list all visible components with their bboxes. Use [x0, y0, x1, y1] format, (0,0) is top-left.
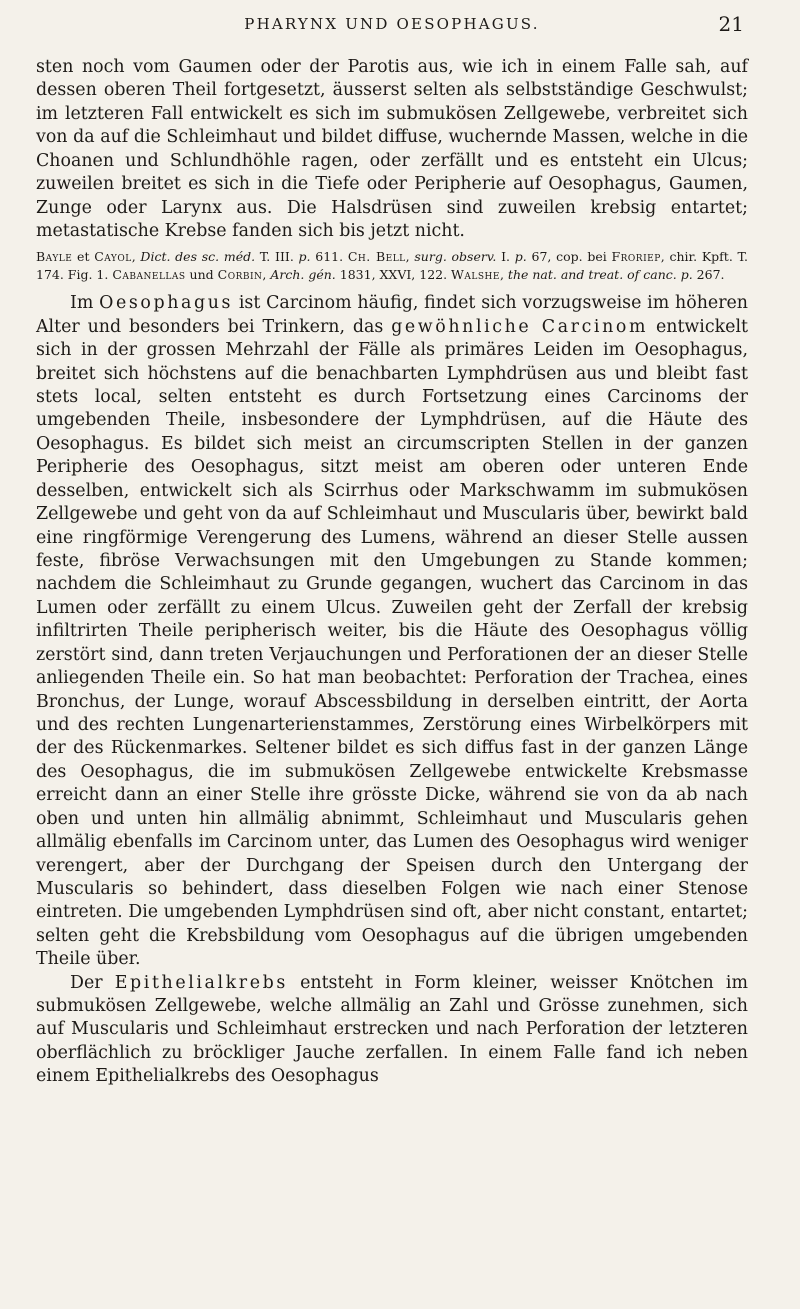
ref-author-froriep: Froriep — [611, 249, 661, 265]
ref-work-title: the nat. and treat. of canc. p. — [507, 267, 693, 283]
ref-page-abbrev: p. — [298, 249, 311, 265]
ref-author-bayle: Bayle — [36, 249, 73, 265]
body-text — [36, 56, 748, 1089]
ref-text: 1831, XXVI, 122. — [335, 267, 452, 283]
paragraph-epithelial-cancer — [36, 972, 748, 1089]
running-head-title: PHARYNX UND OESOPHAGUS. — [244, 15, 540, 33]
ref-text: , — [262, 267, 271, 283]
emphasized-term-oesophagus: Oesophagus — [99, 293, 234, 314]
ref-text: 611. — [310, 249, 348, 265]
ref-author-cabanellas: Cabanellas — [112, 267, 186, 283]
emphasized-term-epithelial-cancer: Epithelialkrebs — [114, 972, 288, 993]
ref-text: , — [405, 249, 415, 265]
ref-author-bell: Ch. Bell — [347, 249, 406, 265]
paragraph-text: Der — [70, 972, 115, 993]
ref-text: 67, cop. bei — [526, 249, 612, 265]
paragraph-text: entsteht in Form kleiner, weisser Knötchen im submukösen Zellgewebe, welche allmälig an Zahl und Grösse zunehmen, sich auf Muscularis und Schleimhaut erstrecken und nach Perforation der letzteren oberflächlich zu bröckliger Jauche zerfallen. In einem Falle fand ich neben einem Epithelialkrebs des Oesophagus — [36, 972, 748, 1087]
page-number: 21 — [718, 12, 744, 36]
paragraph-pharynx-carcinoma: sten noch vom Gaumen oder der Parotis aus, wie ich in einem Falle sah, auf dessen oberen Theil fortgesetzt, äusserst selten als selbstständige Geschwulst; im letzteren Fall entwickelt es sich im submukösen Zellgewebe, verbreitet sich von da auf die Schleimhaut und bildet diffuse, wuchernde Massen, welche in die Choanen und Schlundhöhle ragen, oder zerfällt und es entsteht ein Ulcus; zuweilen breitet es sich in die Tiefe oder Peripherie auf Oesophagus, Gaumen, Zunge oder Larynx aus. Die Halsdrüsen sind zuweilen krebsig entartet; metastatische Krebse fanden sich bis jetzt nicht. — [36, 57, 748, 241]
paragraph-text: Im — [70, 293, 100, 314]
emphasized-term-common-carcinoma: gewöhnliche Carcinom — [391, 316, 649, 337]
ref-author-corbin: Corbin — [217, 267, 263, 283]
ref-work-title: Dict. des sc. méd. — [140, 249, 256, 265]
running-header — [36, 9, 748, 39]
ref-text: , chir. Kpft. T. 174. Fig. 1. — [36, 249, 749, 283]
ref-author-cayol: Cayol — [94, 249, 132, 265]
ref-text: T. III. — [255, 249, 299, 265]
ref-page-abbrev: p. — [514, 249, 527, 265]
ref-text: et — [72, 249, 95, 265]
ref-text: 267. — [692, 267, 725, 283]
literature-references — [36, 248, 748, 284]
ref-text: , — [131, 249, 141, 265]
ref-work-title: Arch. gén. — [270, 267, 336, 283]
ref-text: I. — [496, 249, 515, 265]
book-page — [36, 0, 748, 1309]
paragraph-text: ist Carcinom häufig, findet sich vorzugsweise im höheren Alter und besonders bei Trinkern, das — [36, 293, 748, 337]
paragraph-text: entwickelt sich in der grossen Mehrzahl der Fälle als primäres Leiden im Oesophagus, breitet sich höchstens auf die benachbarten Lymphdrüsen aus und bleibt fast stets local, selten entsteht es durch Fortsetzung eines Carcinoms der umgebenden Theile, insbesondere der Lymphdrüsen, auf die Häute des Oesophagus. Es bildet sich meist an circumscripten Stellen in der ganzen Peripherie des Oesophagus, sitzt meist am oberen oder unteren Ende desselben, entwickelt sich als Scirrhus oder Markschwamm im submukösen Zellgewebe und geht von da auf Schleimhaut und Muscularis über, bewirkt bald eine ringförmige Verengerung des Lumens, während an dieser Stelle aussen feste, fibröse Verwachsungen mit den Umgebungen zu Stande kommen; nachdem die Schleimhaut zu Grunde gegangen, wuchert das Carcinom in das Lumen oder zerfällt zu einem Ulcus. Zuweilen geht der Zerfall der krebsig infiltrirten Theile peripherisch weiter, bis die Häute des Oesophagus völlig zerstört sind, dann treten Verjauchungen und Perforationen der an dieser Stelle anliegenden Theile ein. So hat man beobachtet: Perforation der Trachea, eines Bronchus, der Lunge, worauf Abscessbildung in derselben eintritt, der Aorta und des rechten Lungenarterienstammes, Zerstörung eines Wirbelkörpers mit der des Rückenmarkes. Seltener bildet es sich diffus fast in der ganzen Länge des Oesophagus, die im submukösen Zellgewebe entwickelte Krebsmasse erreicht dann an einer Stelle ihre grösste Dicke, während sie von da ab nach oben und unten hin allmälig abnimmt, Schleimhaut und Muscularis gehen allmälig ebenfalls im Carcinom unter, das Lumen des Oesophagus wird weniger verengert, aber der Durchgang der Speisen durch den Untergang der Muscularis so behindert, dass dieselben Folgen wie nach einer Stenose eintreten. Die umgebenden Lymphdrüsen sind oft, aber nicht constant, entartet; selten geht die Krebsbildung vom Oesophagus auf die übrigen umgebenden Theile über. — [36, 316, 748, 970]
ref-work-title: surg. observ. — [414, 249, 497, 265]
ref-author-walshe: Walshe — [451, 267, 500, 283]
ref-text: , — [499, 267, 508, 283]
paragraph-oesophagus-carcinoma — [36, 292, 748, 971]
ref-text: und — [185, 267, 218, 283]
